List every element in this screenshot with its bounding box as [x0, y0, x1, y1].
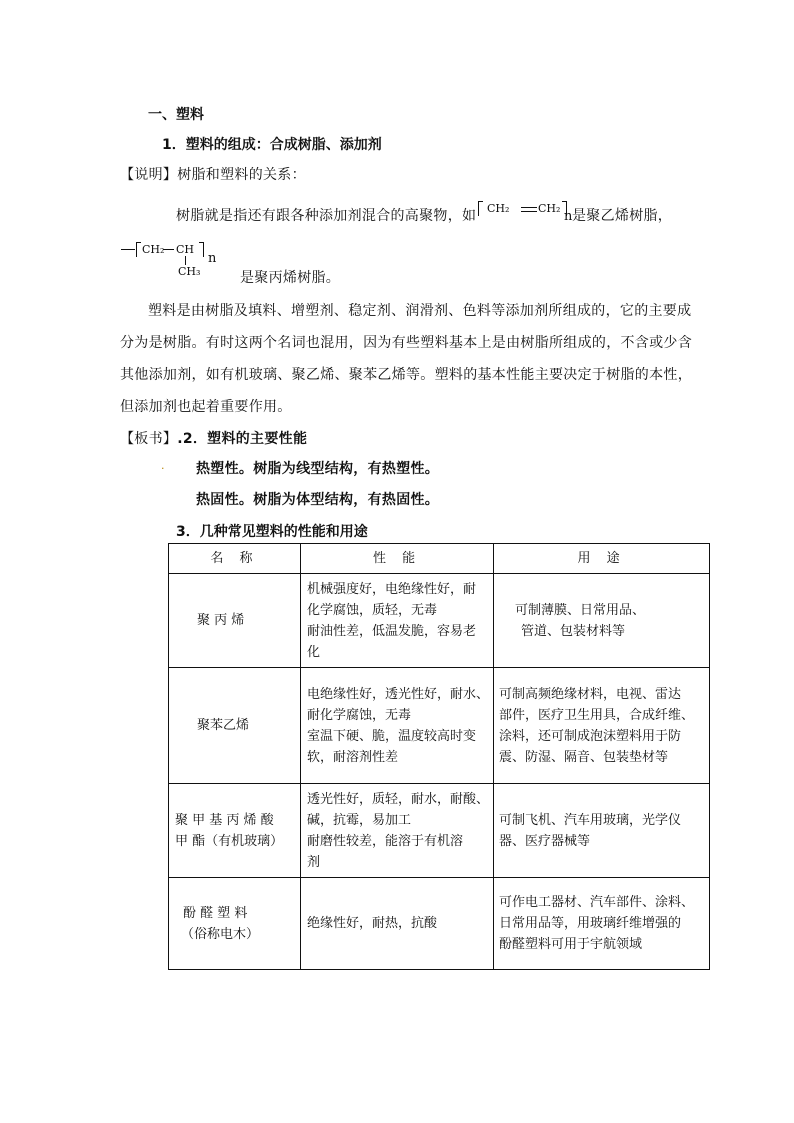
note-text: 树脂和塑料的关系：: [177, 167, 306, 183]
table-row: [169, 668, 710, 784]
para1-line1: 树脂就是指还有跟各种添加剂混合的高聚物，如: [176, 208, 477, 224]
use-line: 部件，医疗卫生用具，合成纤维、: [499, 707, 695, 723]
cell-uses: [494, 784, 710, 878]
formula-group: CH₂: [142, 243, 165, 256]
use-line: 管道、包装材料等: [521, 623, 626, 639]
name-line: 甲 酯（有机玻璃）: [175, 833, 284, 849]
bracket-left: [136, 242, 141, 257]
prop-line: 机械强度好，电绝缘性好，耐: [307, 581, 477, 597]
cell-uses: [494, 878, 710, 970]
bond-line: [121, 249, 135, 250]
double-bond: [521, 207, 537, 212]
single-bond: [163, 249, 174, 250]
item2-title: .2．塑料的主要性能: [177, 431, 308, 447]
prop-line: 碱，抗霉，易加工: [307, 812, 412, 828]
use-line: 震、防湿、隔音、包装垫材等: [499, 749, 669, 765]
note-label: 【说明】: [120, 167, 178, 183]
note-line: [120, 164, 306, 184]
table-row: [169, 878, 710, 970]
name-line: 聚 丙 烯: [197, 613, 245, 628]
formula-group: CH₂: [538, 202, 561, 215]
vertical-bond: [185, 256, 186, 265]
name-line: 聚 甲 基 丙 烯 酸: [175, 812, 274, 828]
prop-line: 电绝缘性好，透光性好，耐水、: [307, 686, 490, 702]
polyethylene-formula: [478, 199, 573, 223]
header-uses: 用 途: [494, 544, 710, 574]
cell-uses: [494, 668, 710, 784]
subscript-n: n: [564, 209, 573, 224]
para1-line1-tail: 是聚乙烯树脂，: [572, 208, 673, 224]
prop-line: 软，耐溶剂性差: [307, 749, 399, 765]
stray-dot: .: [161, 459, 165, 472]
cell-properties: [301, 878, 494, 970]
cell-name: [169, 668, 301, 784]
prop-line: 室温下硬、脆，温度较高时变: [307, 728, 477, 744]
thermoplastic-line: 热塑性。树脂为线型结构，有热塑性。: [196, 461, 440, 477]
cell-name: [169, 574, 301, 668]
table-row: [169, 784, 710, 878]
name-line: 聚苯乙烯: [197, 718, 250, 733]
formula-group: CH: [176, 243, 195, 256]
bracket-left: [478, 201, 483, 216]
item1-title: 1．塑料的组成：合成树脂、添加剂: [162, 137, 382, 153]
board-label: 【板书】: [120, 431, 178, 447]
header-name: 名 称: [169, 544, 301, 574]
use-line: 日常用品等，用玻璃纤维增强的: [499, 916, 682, 931]
cell-properties: [301, 668, 494, 784]
cell-uses: [494, 574, 710, 668]
plastics-table: [168, 543, 710, 970]
use-line: 酚醛塑料可用于宇航领域: [499, 937, 643, 952]
subscript-n: n: [208, 251, 217, 266]
prop-line: 耐化学腐蚀，无毒: [307, 707, 412, 723]
prop-line: 绝缘性好，耐热，抗酸: [307, 916, 438, 931]
prop-line: 耐磨性较差，能溶于有机溶: [307, 833, 464, 849]
polypropylene-formula: [120, 238, 240, 286]
use-line: 可制飞机、汽车用玻璃，光学仪: [499, 812, 682, 828]
use-line: 器、医疗器械等: [499, 833, 591, 849]
item3-title: 3．几种常见塑料的性能和用途: [176, 524, 368, 540]
cell-properties: [301, 574, 494, 668]
bracket-right: [199, 242, 204, 257]
para2-line: 分为是树脂。有时这两个名词也混用，因为有些塑料基本上是由树脂所组成的，不含或少含: [120, 335, 692, 351]
use-line: 可作电工器材、汽车部件、涂料、: [499, 895, 695, 910]
cell-name: [169, 878, 301, 970]
name-line: 酚 醛 塑 料: [183, 905, 248, 921]
header-properties: 性 能: [301, 544, 494, 574]
prop-line: 透光性好，质轻，耐水，耐酸、: [307, 791, 490, 807]
cell-properties: [301, 784, 494, 878]
thermoset-line: 热固性。树脂为体型结构，有热固性。: [196, 492, 440, 508]
name-line: （俗称电木）: [181, 926, 260, 942]
prop-line: 剂: [307, 854, 321, 870]
prop-line: 耐油性差，低温发脆，容易老: [307, 623, 477, 639]
use-line: 涂料，还可制成泡沫塑料用于防: [499, 728, 682, 744]
table-header-row: [169, 544, 710, 574]
prop-line: 化学腐蚀，质轻，无毒: [307, 602, 438, 618]
formula-group: CH₂: [487, 202, 510, 215]
board-line: [120, 428, 307, 448]
para2-line: 但添加剂也起着重要作用。: [120, 399, 292, 415]
table-row: [169, 574, 710, 668]
para1-line2-tail: 是聚丙烯树脂。: [240, 270, 341, 286]
cell-name: [169, 784, 301, 878]
section-title: 一、塑料: [148, 107, 204, 123]
para2-line: 其他添加剂，如有机玻璃、聚乙烯、聚苯乙烯等。塑料的基本性能主要决定于树脂的本性，: [120, 367, 692, 383]
prop-line: 化: [307, 644, 321, 660]
use-line: 可制薄膜、日常用品、: [515, 602, 646, 618]
formula-group: CH₃: [178, 265, 201, 278]
use-line: 可制高频绝缘材料，电视、雷达: [499, 686, 682, 702]
para2-line: 塑料是由树脂及填料、增塑剂、稳定剂、润滑剂、色料等添加剂所组成的，它的主要成: [148, 303, 692, 319]
